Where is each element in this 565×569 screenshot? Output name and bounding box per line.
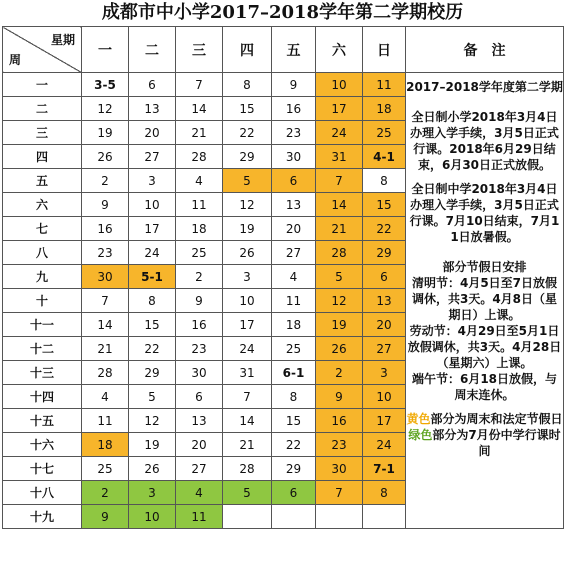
date-cell: 25 bbox=[176, 241, 223, 265]
date-cell: 14 bbox=[82, 313, 129, 337]
date-cell: 10 bbox=[129, 505, 176, 529]
week-number-cell: 十七 bbox=[3, 457, 82, 481]
date-cell: 27 bbox=[176, 457, 223, 481]
week-number-cell: 四 bbox=[3, 145, 82, 169]
note-holidays-title: 部分节假日安排 bbox=[442, 260, 527, 274]
date-cell: 4 bbox=[82, 385, 129, 409]
date-cell: 6 bbox=[176, 385, 223, 409]
date-cell: 25 bbox=[363, 121, 406, 145]
date-cell: 22 bbox=[363, 217, 406, 241]
date-cell: 10 bbox=[363, 385, 406, 409]
weekday-header-tue: 二 bbox=[129, 27, 176, 73]
date-cell: 23 bbox=[316, 433, 363, 457]
date-cell: 7 bbox=[82, 289, 129, 313]
date-cell: 9 bbox=[316, 385, 363, 409]
date-cell: 4-1 bbox=[363, 145, 406, 169]
date-cell: 13 bbox=[129, 97, 176, 121]
date-cell: 24 bbox=[129, 241, 176, 265]
date-cell: 18 bbox=[363, 97, 406, 121]
week-number-cell: 十二 bbox=[3, 337, 82, 361]
date-cell: 12 bbox=[316, 289, 363, 313]
date-cell: 11 bbox=[176, 193, 223, 217]
date-cell: 22 bbox=[272, 433, 316, 457]
date-cell: 5 bbox=[316, 265, 363, 289]
weekday-header-sat: 六 bbox=[316, 27, 363, 73]
date-cell: 6 bbox=[272, 481, 316, 505]
date-cell: 3 bbox=[223, 265, 272, 289]
date-cell: 19 bbox=[129, 433, 176, 457]
date-cell: 20 bbox=[129, 121, 176, 145]
date-cell: 2 bbox=[176, 265, 223, 289]
date-cell: 23 bbox=[272, 121, 316, 145]
weekday-header-fri: 五 bbox=[272, 27, 316, 73]
week-number-cell: 十五 bbox=[3, 409, 82, 433]
date-cell: 18 bbox=[176, 217, 223, 241]
date-cell: 20 bbox=[272, 217, 316, 241]
date-cell: 16 bbox=[316, 409, 363, 433]
date-cell: 9 bbox=[272, 73, 316, 97]
week-number-cell: 三 bbox=[3, 121, 82, 145]
date-cell: 8 bbox=[129, 289, 176, 313]
week-number-cell: 十四 bbox=[3, 385, 82, 409]
date-cell: 30 bbox=[82, 265, 129, 289]
date-cell: 29 bbox=[363, 241, 406, 265]
date-cell: 3 bbox=[129, 481, 176, 505]
date-cell: 29 bbox=[129, 361, 176, 385]
date-cell: 26 bbox=[82, 145, 129, 169]
week-number-cell: 一 bbox=[3, 73, 82, 97]
date-cell: 20 bbox=[363, 313, 406, 337]
page-title: 成都市中小学2017–2018学年第二学期校历 bbox=[101, 2, 464, 23]
date-cell: 16 bbox=[176, 313, 223, 337]
week-number-cell: 九 bbox=[3, 265, 82, 289]
date-cell bbox=[272, 505, 316, 529]
corner-header-cell bbox=[3, 27, 82, 73]
date-cell: 2 bbox=[82, 169, 129, 193]
weekday-header-sun: 日 bbox=[363, 27, 406, 73]
green-legend-text: 部分为7月份中学行课时间 bbox=[432, 428, 561, 458]
week-number-cell: 六 bbox=[3, 193, 82, 217]
date-cell: 3-5 bbox=[82, 73, 129, 97]
date-cell: 14 bbox=[223, 409, 272, 433]
date-cell bbox=[223, 505, 272, 529]
date-cell: 17 bbox=[363, 409, 406, 433]
date-cell: 7-1 bbox=[363, 457, 406, 481]
date-cell: 6-1 bbox=[272, 361, 316, 385]
date-cell: 13 bbox=[272, 193, 316, 217]
date-cell: 19 bbox=[316, 313, 363, 337]
week-number-cell: 十六 bbox=[3, 433, 82, 457]
date-cell: 21 bbox=[316, 217, 363, 241]
date-cell: 9 bbox=[82, 505, 129, 529]
date-cell: 23 bbox=[82, 241, 129, 265]
date-cell: 26 bbox=[223, 241, 272, 265]
yellow-legend-word: 黄色 bbox=[406, 412, 431, 426]
date-cell: 21 bbox=[82, 337, 129, 361]
date-cell: 9 bbox=[82, 193, 129, 217]
date-cell: 30 bbox=[316, 457, 363, 481]
date-cell: 13 bbox=[363, 289, 406, 313]
date-cell: 7 bbox=[176, 73, 223, 97]
week-number-cell: 十九 bbox=[3, 505, 82, 529]
date-cell: 11 bbox=[272, 289, 316, 313]
date-cell: 31 bbox=[316, 145, 363, 169]
date-cell: 7 bbox=[316, 169, 363, 193]
date-cell: 5 bbox=[223, 481, 272, 505]
week-row bbox=[3, 73, 564, 97]
date-cell: 21 bbox=[223, 433, 272, 457]
date-cell: 22 bbox=[129, 337, 176, 361]
date-cell: 10 bbox=[316, 73, 363, 97]
date-cell: 16 bbox=[272, 97, 316, 121]
date-cell: 12 bbox=[82, 97, 129, 121]
date-cell: 14 bbox=[316, 193, 363, 217]
notes-header: 备 注 bbox=[406, 27, 564, 73]
date-cell: 9 bbox=[176, 289, 223, 313]
note-primary-school: 全日制小学2018年3月4日办理入学手续，3月5日正式行课。2018年6月29日结束，6月30日正式放假。 bbox=[410, 110, 559, 172]
date-cell: 28 bbox=[316, 241, 363, 265]
date-cell: 17 bbox=[223, 313, 272, 337]
weekday-header-thu: 四 bbox=[223, 27, 272, 73]
date-cell: 15 bbox=[223, 97, 272, 121]
date-cell: 19 bbox=[82, 121, 129, 145]
date-cell: 2 bbox=[82, 481, 129, 505]
date-cell: 18 bbox=[82, 433, 129, 457]
date-cell: 31 bbox=[223, 361, 272, 385]
note-labor-day: 劳动节：4月29日至5月1日放假调休，共3天。4月28日（星期六）上课。 bbox=[407, 324, 562, 370]
date-cell: 18 bbox=[272, 313, 316, 337]
date-cell: 7 bbox=[316, 481, 363, 505]
date-cell: 4 bbox=[176, 169, 223, 193]
header-row bbox=[3, 27, 564, 73]
week-number-cell: 五 bbox=[3, 169, 82, 193]
date-cell: 12 bbox=[223, 193, 272, 217]
week-corner-label: 周 bbox=[9, 53, 22, 67]
date-cell: 4 bbox=[176, 481, 223, 505]
date-cell: 29 bbox=[272, 457, 316, 481]
week-number-cell: 八 bbox=[3, 241, 82, 265]
date-cell: 14 bbox=[176, 97, 223, 121]
week-number-cell: 十八 bbox=[3, 481, 82, 505]
date-cell: 16 bbox=[82, 217, 129, 241]
note-qingming: 清明节：4月5日至7日放假调休，共3天。4月8日（星期日）上课。 bbox=[411, 276, 558, 322]
note-yellow-legend bbox=[406, 411, 563, 427]
date-cell: 2 bbox=[316, 361, 363, 385]
date-cell: 4 bbox=[272, 265, 316, 289]
date-cell: 28 bbox=[82, 361, 129, 385]
date-cell: 29 bbox=[223, 145, 272, 169]
school-calendar-table bbox=[2, 26, 564, 529]
date-cell: 3 bbox=[129, 169, 176, 193]
date-cell: 8 bbox=[363, 169, 406, 193]
date-cell bbox=[363, 505, 406, 529]
date-cell: 24 bbox=[363, 433, 406, 457]
weekday-corner-label: 星期 bbox=[50, 33, 75, 47]
date-cell: 28 bbox=[176, 145, 223, 169]
notes-column bbox=[406, 73, 564, 529]
date-cell: 10 bbox=[129, 193, 176, 217]
date-cell: 24 bbox=[316, 121, 363, 145]
date-cell: 27 bbox=[272, 241, 316, 265]
date-cell: 25 bbox=[272, 337, 316, 361]
date-cell: 13 bbox=[176, 409, 223, 433]
date-cell: 8 bbox=[272, 385, 316, 409]
note-middle-school: 全日制中学2018年3月4日办理入学手续，3月5日正式行课。7月10日结束，7月11日放暑假。 bbox=[409, 182, 560, 244]
green-legend-word: 绿色 bbox=[408, 428, 433, 442]
date-cell: 3 bbox=[363, 361, 406, 385]
date-cell: 19 bbox=[223, 217, 272, 241]
date-cell: 11 bbox=[176, 505, 223, 529]
date-cell: 26 bbox=[316, 337, 363, 361]
date-cell: 5 bbox=[129, 385, 176, 409]
weekday-header-mon: 一 bbox=[82, 27, 129, 73]
date-cell: 6 bbox=[363, 265, 406, 289]
yellow-legend-text: 部分为周末和法定节假日 bbox=[430, 412, 563, 426]
date-cell: 24 bbox=[223, 337, 272, 361]
date-cell: 15 bbox=[363, 193, 406, 217]
date-cell: 15 bbox=[129, 313, 176, 337]
week-number-cell: 二 bbox=[3, 97, 82, 121]
date-cell: 5 bbox=[223, 169, 272, 193]
date-cell: 8 bbox=[223, 73, 272, 97]
date-cell: 8 bbox=[363, 481, 406, 505]
week-number-cell: 十三 bbox=[3, 361, 82, 385]
date-cell: 12 bbox=[129, 409, 176, 433]
date-cell: 27 bbox=[129, 145, 176, 169]
week-number-cell: 七 bbox=[3, 217, 82, 241]
date-cell: 5-1 bbox=[129, 265, 176, 289]
week-number-cell: 十 bbox=[3, 289, 82, 313]
date-cell: 11 bbox=[363, 73, 406, 97]
date-cell: 17 bbox=[316, 97, 363, 121]
date-cell: 30 bbox=[176, 361, 223, 385]
date-cell: 15 bbox=[272, 409, 316, 433]
date-cell: 27 bbox=[363, 337, 406, 361]
date-cell: 30 bbox=[272, 145, 316, 169]
date-cell bbox=[316, 505, 363, 529]
note-term: 2017–2018学年度第二学期 bbox=[406, 80, 563, 94]
weekday-header-wed: 三 bbox=[176, 27, 223, 73]
note-green-legend bbox=[406, 427, 563, 459]
date-cell: 28 bbox=[223, 457, 272, 481]
date-cell: 23 bbox=[176, 337, 223, 361]
date-cell: 6 bbox=[272, 169, 316, 193]
note-dragon-boat: 端午节：6月18日放假，与周末连休。 bbox=[411, 372, 558, 402]
date-cell: 25 bbox=[82, 457, 129, 481]
date-cell: 21 bbox=[176, 121, 223, 145]
date-cell: 10 bbox=[223, 289, 272, 313]
date-cell: 7 bbox=[223, 385, 272, 409]
date-cell: 6 bbox=[129, 73, 176, 97]
date-cell: 26 bbox=[129, 457, 176, 481]
date-cell: 17 bbox=[129, 217, 176, 241]
date-cell: 20 bbox=[176, 433, 223, 457]
date-cell: 22 bbox=[223, 121, 272, 145]
week-number-cell: 十一 bbox=[3, 313, 82, 337]
date-cell: 11 bbox=[82, 409, 129, 433]
